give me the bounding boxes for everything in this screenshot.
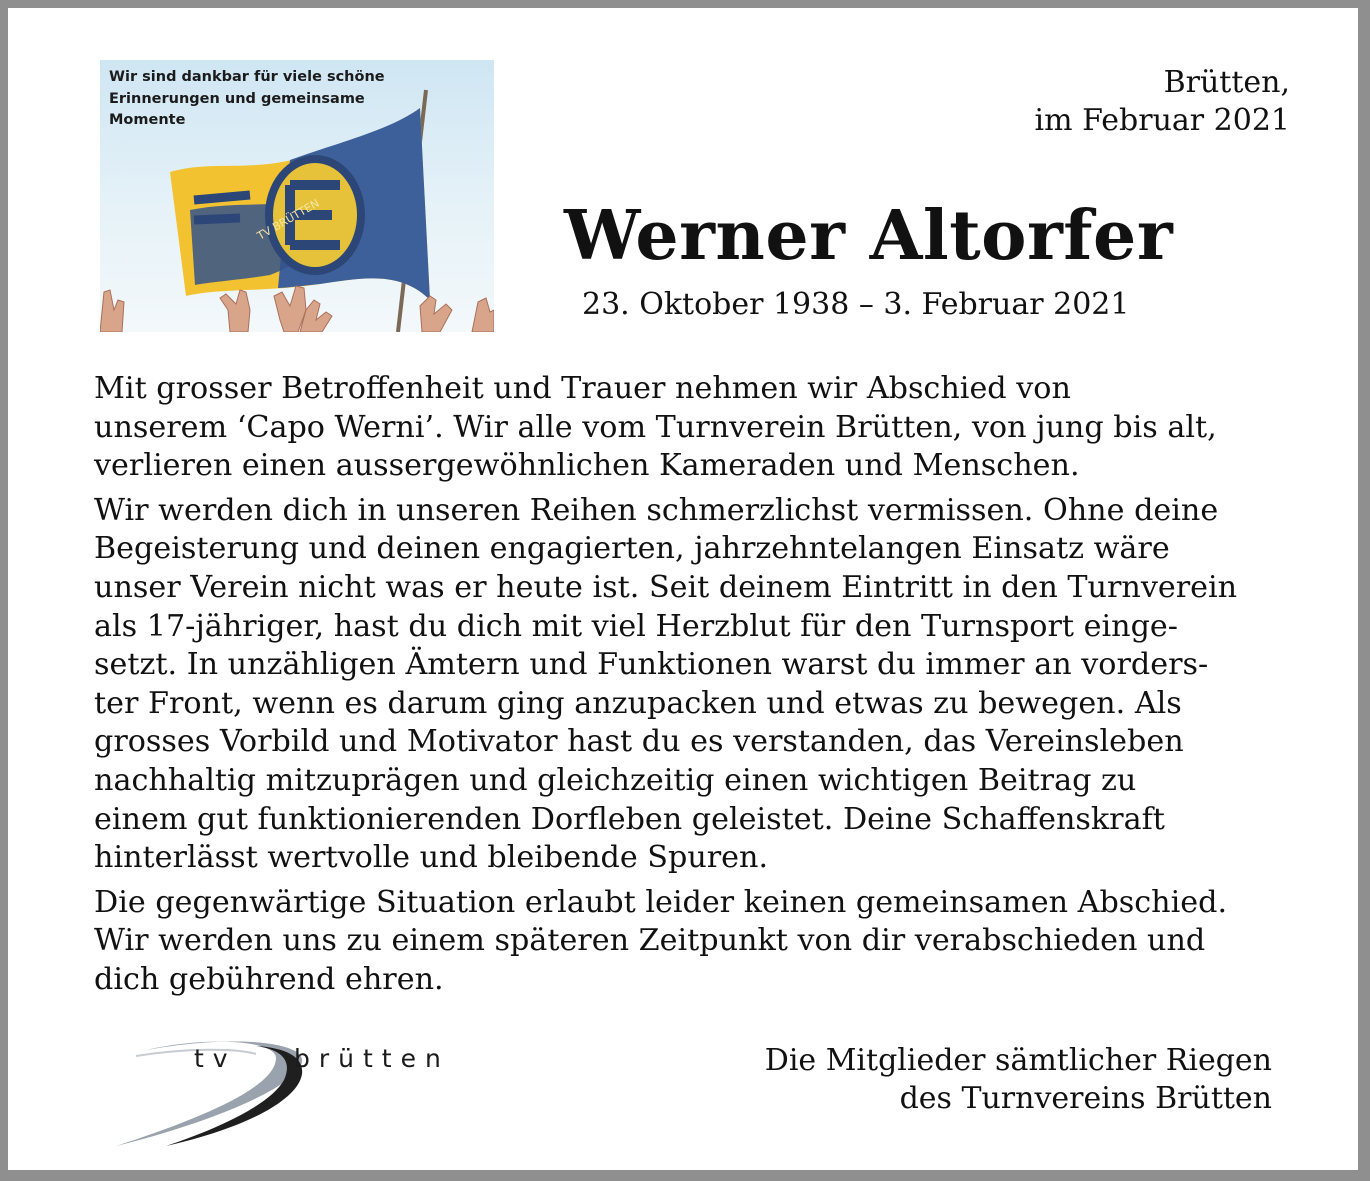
deceased-name: Werner Altorfer	[564, 196, 1174, 276]
obituary-card	[8, 8, 1358, 1170]
place-line: Brütten,	[1163, 65, 1290, 100]
tv-bruetten-logo	[106, 1028, 450, 1158]
logo-bruetten-text: brütten	[294, 1044, 450, 1073]
life-dates: 23. Oktober 1938 – 3. Februar 2021	[582, 287, 1130, 322]
signature-line-2: des Turnvereins Brütten	[899, 1081, 1272, 1116]
photo-caption: Wir sind dankbar für viele schöne Erinnerungen und gemeinsame Momente	[109, 69, 385, 128]
flag-photo	[100, 60, 494, 332]
flag-text: TV BRÜTTEN	[255, 196, 322, 243]
signature	[765, 1042, 1272, 1118]
obituary-text	[94, 370, 1314, 1006]
paragraph-3: Die gegenwärtige Situation erlaubt leider keinen gemeinsamen Abschied. Wir werden uns zu einem späteren Zeitpunkt von dir verabschieden und dich gebührend ehren.	[94, 884, 1228, 997]
place-date	[1035, 64, 1290, 140]
paragraph-1: Mit grosser Betroffenheit und Trauer nehmen wir Abschied von unserem ‘Capo Werni’. Wir alle vom Turnverein Brütten, von jung bis alt, verlieren einen aussergewöhnlichen Kameraden und Menschen.	[94, 371, 1217, 484]
date-line: im Februar 2021	[1034, 103, 1290, 138]
paragraph-2: Wir werden dich in unseren Reihen schmerzlichst vermissen. Ohne deine Begeisterung und deinen engagierten, jahrzehntelangen Einsatz wäre unser Verein nicht was er heute ist. Seit deinem Eintritt in den Turnverein als 17-jähriger, hast du dich mit viel Herzblut für den Turnsport einge- setzt. In unzähligen Ämtern und Funktionen warst du immer an vorders- ter Front, wenn es darum ging anzupacken und etwas zu bewegen. Als grosses Vorbild und Motivator hast du es verstanden, das Vereinsleben nachhaltig mitzuprägen und gleichzeitig einen wichtigen Beitrag zu einem gut funktionierenden Dorfleben geleistet. Deine Schaffenskraft hinterlässt wertvolle und bleibende Spuren.	[94, 492, 1238, 876]
logo-tv-text: tv	[194, 1044, 237, 1073]
signature-line-1: Die Mitglieder sämtlicher Riegen	[764, 1043, 1272, 1078]
